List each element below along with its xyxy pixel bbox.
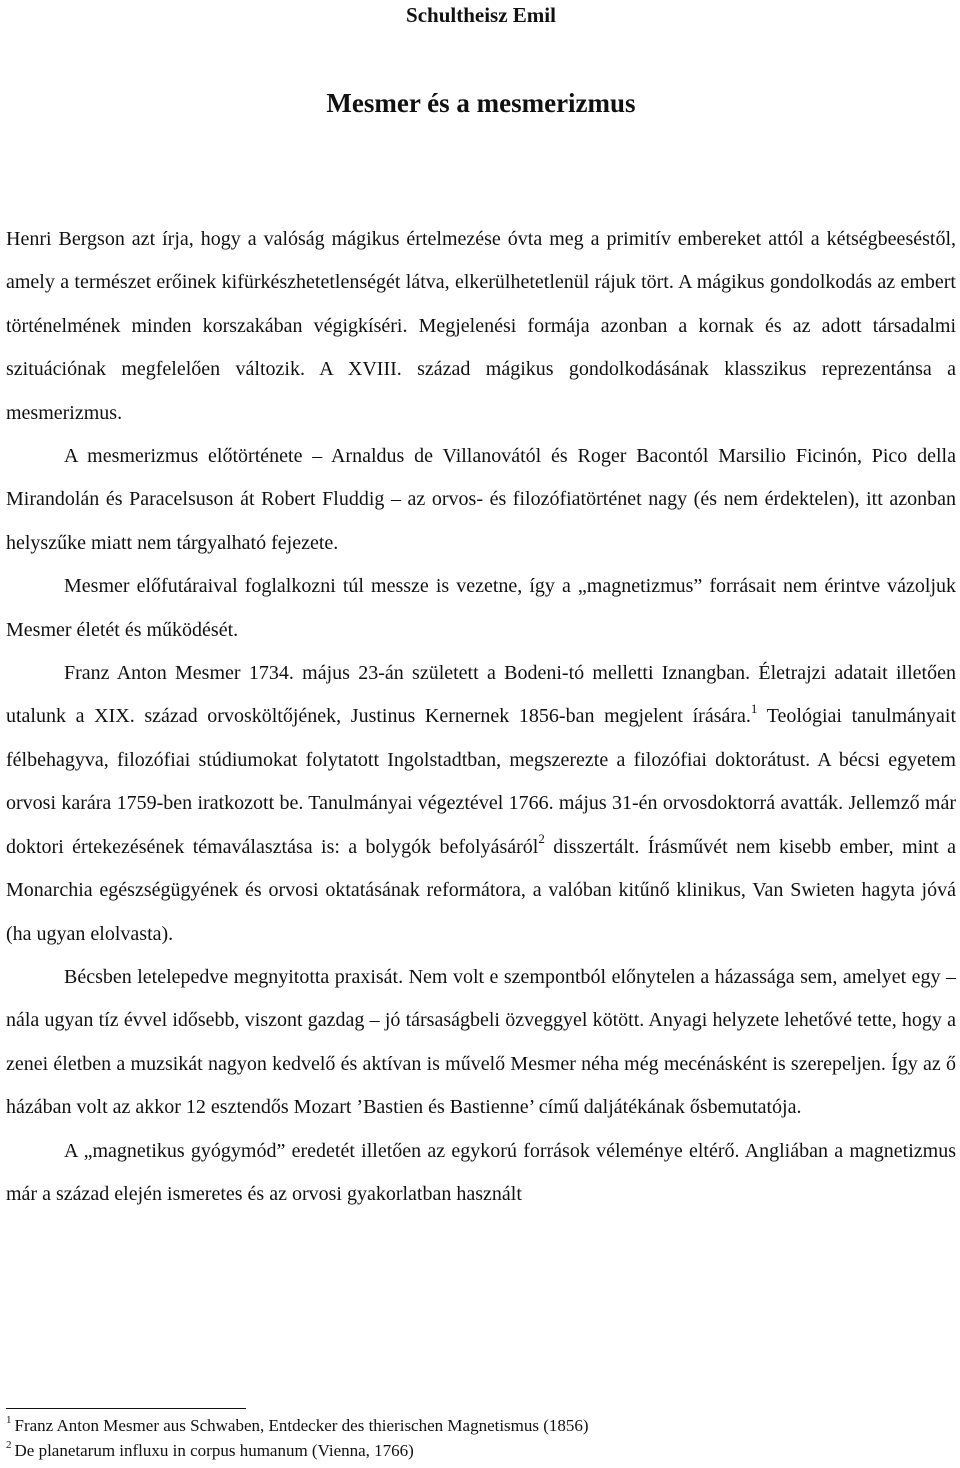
footnote-1-number: 1	[6, 1414, 12, 1427]
document-page	[6, 0, 956, 120]
footnote-divider	[6, 1408, 246, 1409]
paragraph-4-text-a: Franz Anton Mesmer 1734. május 23-án született a Bodeni-tó melletti Iznangban. Életrajzi adatait illetően utalunk a XIX. század orvosköltőjének, Justinus Kernernek 1856-ban megjelent írására.	[6, 662, 956, 728]
footnote-2-number: 2	[6, 1439, 12, 1452]
paragraph-1: Henri Bergson azt írja, hogy a valóság mágikus értelmezése óvta meg a primitív embereket attól a kétségbeeséstől, amely a természet erőinek kifürkészhetetlenségét látva, elkerülhetetlenül rájuk tört. A mágikus gondolkodás az embert történelmének minden korszakában végigkíséri. Megjelenési formája azonban a kornak és az adott társadalmi szituációnak megfelelően változik. A XVIII. század mágikus gondolkodásának klasszikus reprezentánsa a mesmerizmus.	[6, 228, 956, 424]
paragraph-5: Bécsben letelepedve megnyitotta praxisát. Nem volt e szempontból előnytelen a házassága sem, amelyet egy – nála ugyan tíz évvel idősebb, viszont gazdag – jó társaságbeli özveggyel kötött. Anyagi helyzete lehetővé tette, hogy a zenei életben a muzsikát nagyon kedvelő és aktívan is művelő Mesmer néha még mecénásként is szerepeljen. Így az ő házában volt az akkor 12 esztendős Mozart ’Bastien és Bastienne’ című daljátékának ősbemutatója.	[6, 965, 956, 1119]
footnote-ref-1[interactable]: 1	[750, 700, 758, 716]
footnote-2-text: De planetarum influxu in corpus humanum (Vienna, 1766)	[14, 1441, 414, 1460]
author-name: Schultheisz Emil	[406, 3, 556, 27]
paragraph-4-text-b: Teológiai tanulmányait félbehagyva, filozófiai stúdiumokat folytatott Ingolstadtban, megszerezte a filozófiai doktorátust. A bécsi egyetem orvosi karára 1759-ben iratkozott be. Tanulmányai végeztével 1766. május 31-én orvosdoktorrá avatták. Jellemző már doktori értekezésének témaválasztása is: a bolygók befolyásáról	[6, 705, 957, 858]
footnote-2	[6, 1438, 956, 1463]
paragraph-2: A mesmerizmus előtörténete – Arnaldus de Villanovától és Roger Bacontól Marsilio Ficinón, Pico della Mirandolán és Paracelsuson át Robert Fluddig – az orvos- és filozófiatörténet nagy (és nem érdektelen), itt azonban helyszűke miatt nem tárgyalható fejezete.	[6, 445, 956, 554]
paragraph-4	[6, 652, 956, 956]
document-title: Mesmer és a mesmerizmus	[326, 88, 636, 118]
paragraph-3: Mesmer előfutáraival foglalkozni túl messze is vezetne, így a „magnetizmus” forrásait nem érintve vázoljuk Mesmer életét és működését.	[6, 575, 956, 641]
footnote-1-text: Franz Anton Mesmer aus Schwaben, Entdecker des thierischen Magnetismus (1856)	[14, 1416, 589, 1435]
paragraph-4-text-c: disszertált. Írásművét nem kisebb ember, mint a Monarchia egészségügyének és orvosi oktatásának reformátora, a valóban kitűnő klinikus, Van Swieten hagyta jóvá (ha ugyan elolvasta).	[6, 835, 956, 945]
article-body	[6, 218, 956, 1216]
footnotes-section	[6, 1408, 956, 1463]
footnote-1	[6, 1413, 956, 1438]
footnote-ref-2[interactable]: 2	[538, 831, 545, 847]
paragraph-6: A „magnetikus gyógymód” eredetét illetően az egykorú források véleménye eltérő. Angliában a magnetizmus már a század elején ismeretes és az orvosi gyakorlatban használt	[6, 1139, 956, 1205]
